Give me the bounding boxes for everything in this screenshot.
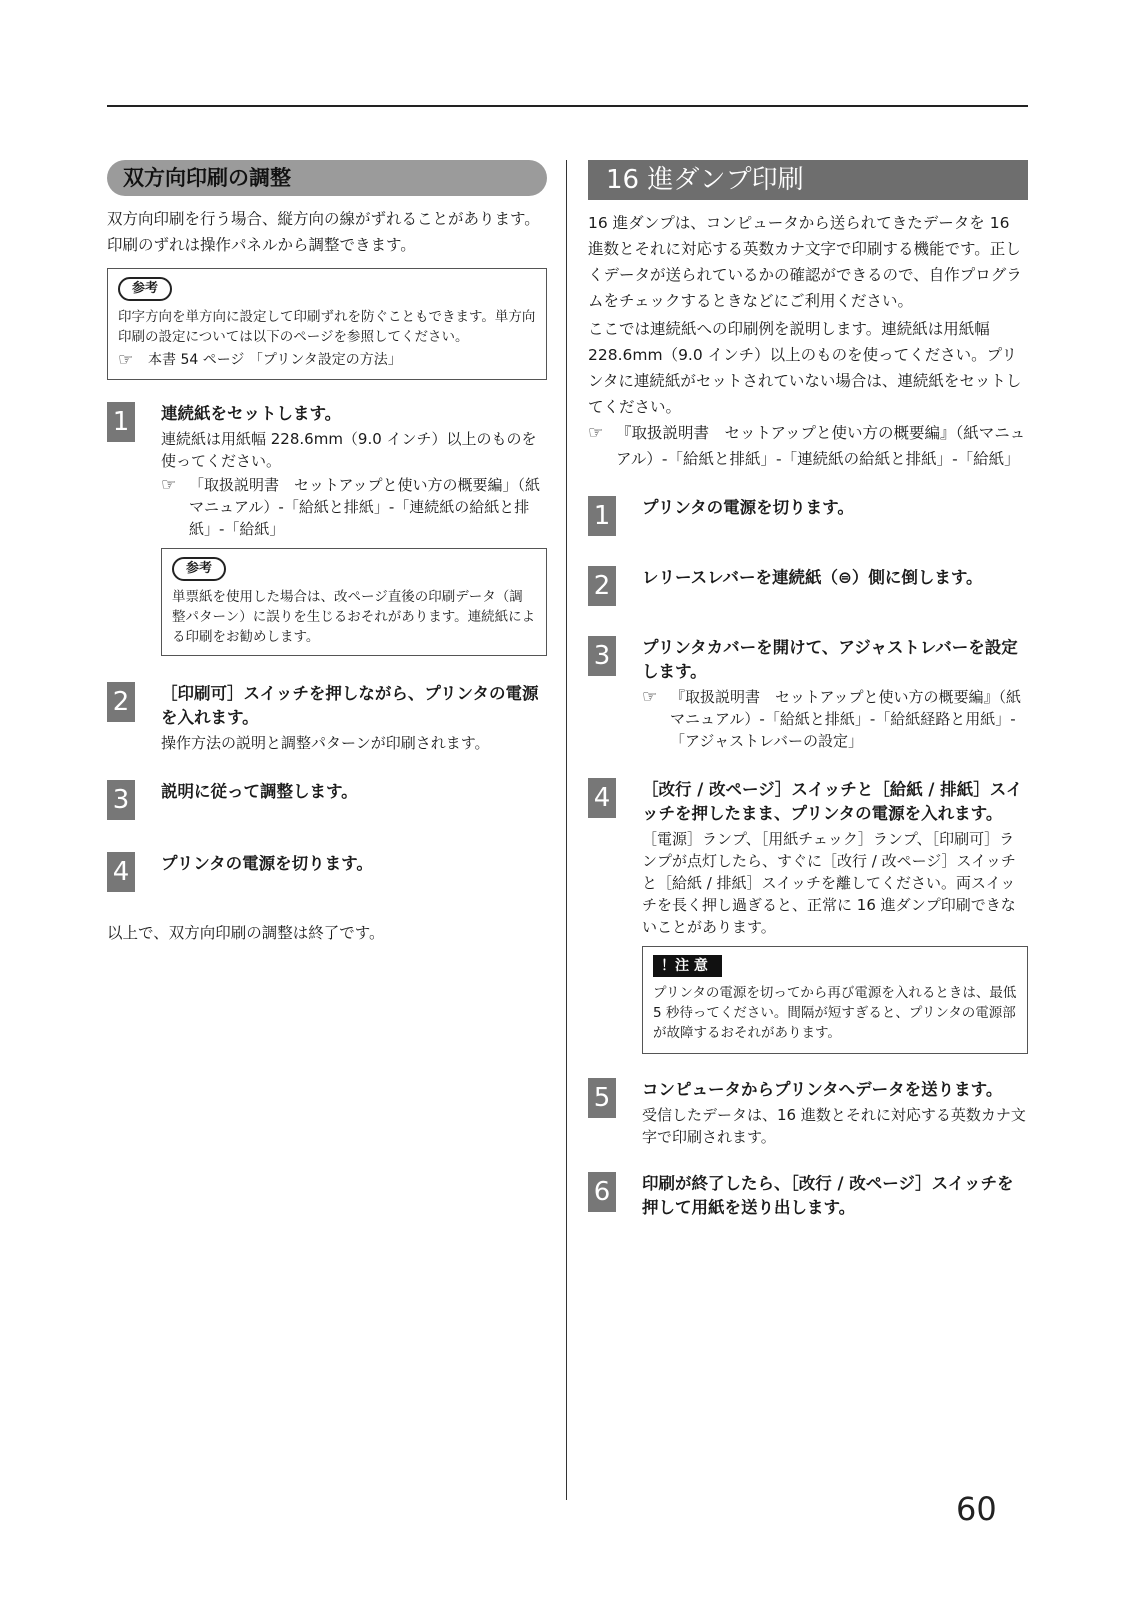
- step-5: [588, 1078, 1028, 1148]
- step-body: [161, 402, 547, 656]
- step-desc: 受信したデータは、16 進数とそれに対応する英数カナ文字で印刷されます。: [642, 1106, 1026, 1146]
- step-3: [107, 780, 547, 820]
- step-body: [642, 1172, 1028, 1220]
- step-note: [161, 548, 547, 656]
- step-body: [161, 682, 547, 754]
- note-ref-text: 本書 54 ページ 「プリンタ設定の方法」: [148, 352, 402, 368]
- pointing-hand-icon: ☞: [161, 475, 177, 495]
- step-number: 1: [588, 496, 616, 536]
- step-2: [588, 566, 1028, 606]
- step-number: 6: [588, 1172, 616, 1212]
- caution-box: [642, 946, 1028, 1054]
- note-text: 単票紙を使用した場合は、改ページ直後の印刷データ（調整パターン）に誤りを生じるおそれがあります。連続紙による印刷をお勧めします。: [172, 589, 536, 645]
- intro-text: 双方向印刷を行う場合、縦方向の線がずれることがあります。印刷のずれは操作パネルから調整できます。: [107, 210, 540, 254]
- step-body: [642, 566, 1028, 606]
- step-3: [588, 636, 1028, 752]
- step-body: [161, 852, 547, 892]
- step-number: 3: [588, 636, 616, 676]
- step-number: 1: [107, 402, 135, 442]
- step-1: [107, 402, 547, 656]
- note-text: 印字方向を単方向に設定して印刷ずれを防ぐこともできます。単方向印刷の設定については以下のページを参照してください。: [118, 309, 536, 345]
- step-title: レリースレバーを連続紙（⊜）側に倒します。: [642, 568, 983, 587]
- note-label: 参考: [118, 277, 172, 301]
- step-desc: 操作方法の説明と調整パターンが印刷されます。: [161, 734, 490, 752]
- caution-text: プリンタの電源を切ってから再び電源を入れるときは、最低 5 秒待ってください。間隔が短すぎると、プリンタの電源部が故障するおそれがあります。: [653, 985, 1017, 1041]
- note-ref: [118, 349, 536, 371]
- step-number: 3: [107, 780, 135, 820]
- step-number: 2: [107, 682, 135, 722]
- intro-ref-text: 『取扱説明書 セットアップと使い方の概要編』（紙マニュアル）-「給紙と排紙」-「連続紙の給紙と排紙」-「給紙」: [616, 424, 1026, 468]
- note-label: 参考: [172, 557, 226, 581]
- pointing-hand-icon: ☞: [118, 350, 134, 370]
- step-body: [161, 780, 547, 820]
- step-body: [642, 496, 1028, 536]
- top-rule: [107, 105, 1028, 107]
- column-divider: [566, 160, 567, 1500]
- reference-note: [107, 268, 547, 380]
- intro-text-1: 16 進ダンプは、コンピュータから送られてきたデータを 16 進数とそれに対応する英数カナ文字で印刷する機能です。正しくデータが送られているかの確認ができるので、自作プログラムをチェックするときなどにご利用ください。: [588, 214, 1022, 310]
- step-title: ［印刷可］スイッチを押しながら、プリンタの電源を入れます。: [161, 684, 539, 727]
- step-number: 5: [588, 1078, 616, 1118]
- step-title: プリンタの電源を切ります。: [161, 854, 373, 873]
- step-ref-text: 「取扱説明書 セットアップと使い方の概要編」（紙マニュアル）-「給紙と排紙」-「連続紙の給紙と排紙」-「給紙」: [189, 476, 541, 538]
- step-title: コンピュータからプリンタへデータを送ります。: [642, 1080, 1003, 1099]
- step-4: [588, 778, 1028, 1054]
- step-ref-text: 『取扱説明書 セットアップと使い方の概要編』（紙マニュアル）-「給紙と排紙」-「給紙経路と用紙」-「アジャストレバーの設定」: [670, 688, 1022, 750]
- step-4: [107, 852, 547, 892]
- section-heading-bidirectional: 双方向印刷の調整: [107, 160, 547, 196]
- step-2: [107, 682, 547, 754]
- intro-ref: [588, 420, 1028, 472]
- step-desc: 連続紙は用紙幅 228.6mm（9.0 インチ）以上のものを使ってください。: [161, 430, 537, 470]
- step-desc: ［電源］ランプ、［用紙チェック］ランプ、［印刷可］ランプが点灯したら、すぐに［改行 / 改ページ］スイッチと［給紙 / 排紙］スイッチを離してください。両スイッチを長く押し過ぎると、正常に 16 進ダンプ印刷できないことがあります。: [642, 830, 1016, 936]
- pointing-hand-icon: ☞: [588, 423, 604, 443]
- step-body: [642, 636, 1028, 752]
- step-number: 4: [107, 852, 135, 892]
- step-title: 連続紙をセットします。: [161, 404, 342, 423]
- closing-text: 以上で、双方向印刷の調整は終了です。: [107, 924, 385, 942]
- caution-label: ！注 意: [653, 955, 722, 977]
- step-ref: [642, 686, 1028, 752]
- step-1: [588, 496, 1028, 536]
- section-heading-hex-dump: 16 進ダンプ印刷: [588, 160, 1028, 200]
- intro-text-2: ここでは連続紙への印刷例を説明します。連続紙は用紙幅 228.6mm（9.0 インチ）以上のものを使ってください。プリンタに連続紙がセットされていない場合は、連続紙をセットしてください。: [588, 320, 1022, 416]
- step-body: [642, 778, 1028, 1054]
- left-column: [107, 160, 547, 946]
- step-6: [588, 1172, 1028, 1220]
- page-number: 60: [956, 1490, 997, 1528]
- step-number: 4: [588, 778, 616, 818]
- step-title: 説明に従って調整します。: [161, 782, 358, 801]
- step-number: 2: [588, 566, 616, 606]
- step-title: ［改行 / 改ページ］スイッチと［給紙 / 排紙］スイッチを押したまま、プリンタの電源を入れます。: [642, 780, 1023, 823]
- step-body: [642, 1078, 1028, 1148]
- step-title: 印刷が終了したら、［改行 / 改ページ］スイッチを押して用紙を送り出します。: [642, 1174, 1014, 1217]
- step-title: プリンタの電源を切ります。: [642, 498, 854, 517]
- right-column: [588, 160, 1028, 1220]
- step-ref: [161, 474, 547, 540]
- step-title: プリンタカバーを開けて、アジャストレバーを設定します。: [642, 638, 1018, 681]
- pointing-hand-icon: ☞: [642, 687, 658, 707]
